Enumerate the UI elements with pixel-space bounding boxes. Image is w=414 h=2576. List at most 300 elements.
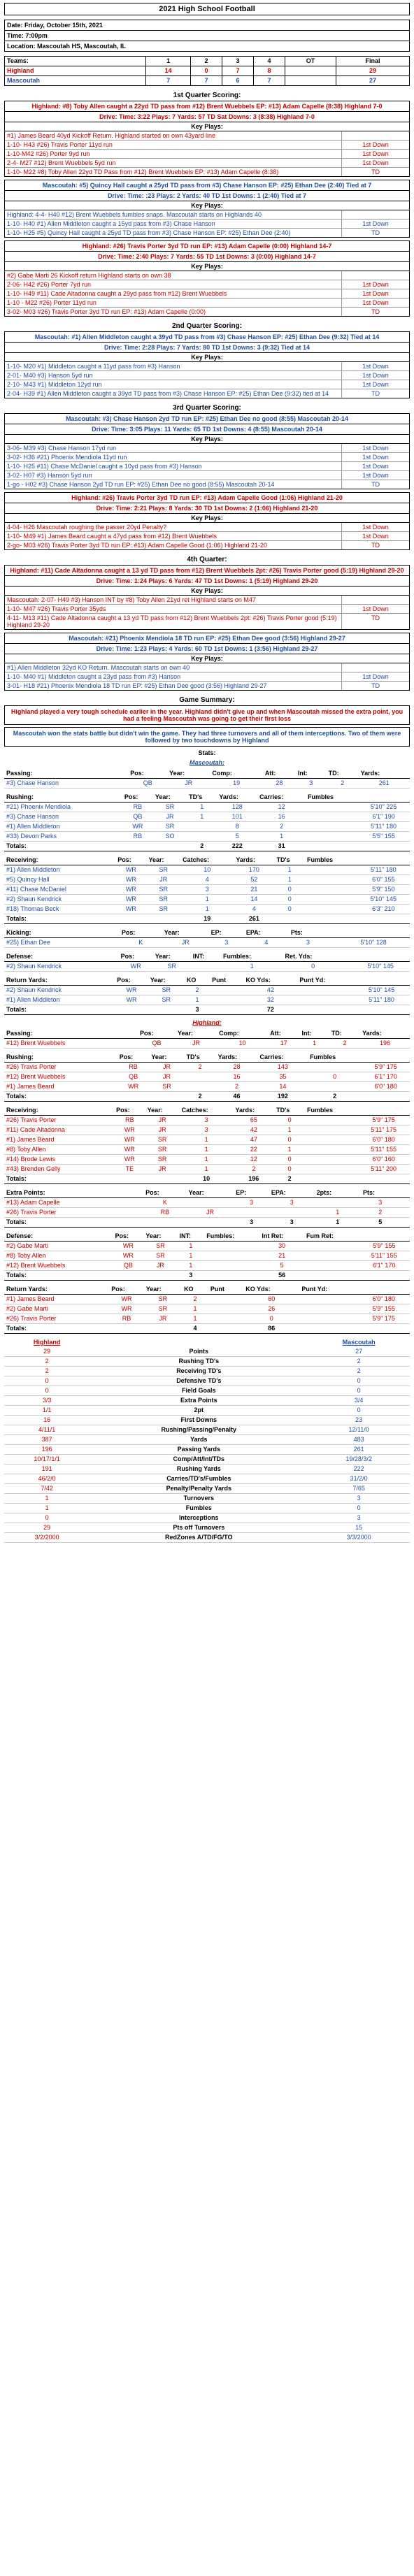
stat-header: TD's bbox=[185, 1053, 216, 1063]
stat-header: Passing: bbox=[4, 769, 128, 779]
stat-cell bbox=[109, 1324, 143, 1334]
stat-header: Pos: bbox=[117, 1053, 150, 1063]
stat-cell: WR bbox=[114, 1125, 145, 1135]
stat-cell: 30 bbox=[259, 1242, 304, 1251]
stat-cell: JR bbox=[176, 1039, 217, 1049]
stat-cell bbox=[297, 995, 353, 1005]
scoring-drive bbox=[4, 240, 410, 317]
stat-cell bbox=[122, 842, 153, 851]
returns-table bbox=[4, 1285, 410, 1334]
stat-cell bbox=[305, 1116, 357, 1125]
stat-cell bbox=[305, 1135, 357, 1145]
drive-summary: Drive: Time: 2:28 Plays: 7 Yards: 80 TD 1st Downs: 3 (9:32) Tied at 14 bbox=[5, 343, 409, 353]
stat-cell: 5'9" 175 bbox=[357, 1314, 410, 1324]
key-play-text: 4-11- M13 #11) Cade Altadonna caught a 13 yd TD pass from #12) Brent Wuebbels 2pt: #26) Travis Porter good (5:19) Highland 29-20 bbox=[7, 614, 337, 628]
comparison-cell: RedZones A/TD/FG/TO bbox=[90, 1533, 308, 1543]
stat-cell: SR bbox=[148, 995, 185, 1005]
stat-cell: 12 bbox=[257, 803, 306, 812]
key-play-text: 3-01- H18 #21) Phoenix Mendiola 18 TD run EP: #25) Ethan Dee good (3:56) Highland 29-27 bbox=[7, 682, 267, 689]
stat-cell: 101 bbox=[217, 812, 257, 822]
stat-cell: 1 bbox=[187, 803, 217, 812]
comparison-cell: 2 bbox=[308, 1357, 410, 1367]
stat-row bbox=[4, 1295, 410, 1304]
stat-cell: #26) Travis Porter bbox=[4, 1116, 114, 1125]
stat-cell bbox=[305, 1165, 357, 1174]
key-play-result: 1st Down bbox=[341, 371, 409, 380]
key-play-row bbox=[5, 210, 409, 220]
stat-cell: Totals: bbox=[4, 914, 115, 924]
stat-cell: 2 bbox=[257, 822, 306, 832]
team-name: Highland bbox=[5, 66, 146, 76]
stat-cell: 3 bbox=[209, 938, 244, 948]
key-play-text: 2-04- H39 #1) Allen Middleton caught a 39yd TD pass from #3) Chase Hanson EP: #25) Ethan Dee (9:32) tied at 14 bbox=[7, 390, 329, 397]
kicking-header bbox=[4, 928, 410, 938]
key-play-row bbox=[5, 614, 409, 629]
stat-cell bbox=[269, 1208, 315, 1218]
stat-cell bbox=[357, 842, 410, 851]
returns-table bbox=[4, 976, 410, 1015]
stat-cell: JR bbox=[162, 938, 209, 948]
stat-cell: 3 bbox=[180, 885, 234, 895]
stat-header: Year: bbox=[148, 976, 185, 986]
stat-cell: #12) Brent Wuebbels bbox=[4, 1261, 113, 1271]
key-play-text: 1-10- M47 #26) Travis Porter 35yds bbox=[7, 605, 106, 612]
scoring-play: Highland: #26) Travis Porter 3yd TD run EP: #13) Adam Capelle Good (1:06) Highland 21-20 bbox=[5, 493, 409, 503]
stat-cell: 0 bbox=[274, 885, 305, 895]
stat-cell: RB bbox=[114, 1116, 145, 1125]
stat-cell: 2 bbox=[187, 842, 217, 851]
stat-cell bbox=[208, 1314, 243, 1324]
passing-table bbox=[4, 769, 410, 789]
key-play-row bbox=[5, 150, 409, 159]
stat-cell: 128 bbox=[217, 803, 257, 812]
key-play-result: 1st Down bbox=[341, 298, 409, 307]
stat-row bbox=[4, 905, 410, 914]
comparison-cell: 3 bbox=[308, 1513, 410, 1523]
stat-cell: 1 bbox=[178, 1251, 205, 1261]
stat-cell bbox=[304, 1261, 358, 1271]
key-play-result bbox=[341, 663, 409, 672]
stat-cell: 6'0" 180 bbox=[362, 1082, 410, 1092]
key-play-row bbox=[5, 271, 409, 280]
stat-cell: #21) Phoenix Mendiola bbox=[4, 803, 122, 812]
comparison-row bbox=[4, 1494, 410, 1504]
stat-cell: 1 bbox=[274, 865, 305, 875]
stat-cell: 1 bbox=[182, 1314, 208, 1324]
stat-header: TD: bbox=[329, 1029, 360, 1039]
comparison-cell: 261 bbox=[308, 1445, 410, 1455]
stat-row bbox=[4, 1314, 410, 1324]
stat-cell: 2 bbox=[185, 1092, 216, 1102]
stat-row bbox=[4, 1304, 410, 1314]
stat-cell: 10 bbox=[180, 865, 234, 875]
key-play-text: 1-go - H02 #3) Chase Hanson 2yd TD run EP: #25) Ethan Dee no good (8:55) Mascoutah 20-14 bbox=[7, 481, 275, 488]
comparison-cell: 2 bbox=[4, 1357, 90, 1367]
stat-cell: WR bbox=[117, 1082, 150, 1092]
stat-header: Pos: bbox=[115, 856, 146, 865]
key-play-result: TD bbox=[341, 168, 409, 176]
key-play-row bbox=[5, 523, 409, 532]
stat-cell bbox=[117, 1092, 150, 1102]
stat-cell: 21 bbox=[259, 1251, 304, 1261]
scoreboard bbox=[4, 56, 410, 86]
stat-header: KO bbox=[182, 1285, 208, 1295]
comparison-row bbox=[4, 1455, 410, 1465]
stat-cell: 46 bbox=[216, 1092, 258, 1102]
scoring-play: Mascoutah: #5) Quincy Hall caught a 25yd TD pass from #3) Chase Hanson EP: #25) Ethan Dee (2:40) Tied at 7 bbox=[5, 180, 409, 191]
stat-cell: #1) James Beard bbox=[4, 1135, 114, 1145]
key-play-result: 1st Down bbox=[341, 150, 409, 158]
stat-cell bbox=[210, 986, 243, 995]
stat-header: EP: bbox=[209, 928, 244, 938]
key-play-text: #1) James Beard 40yd Kickoff Return. Highland started on own 43yard line bbox=[7, 132, 216, 139]
key-plays-label: Key Plays: bbox=[5, 514, 409, 523]
stat-header bbox=[337, 928, 410, 938]
comparison-cell: 387 bbox=[4, 1435, 90, 1445]
stat-cell: SR bbox=[143, 1251, 177, 1261]
stat-cell: 3 bbox=[269, 1198, 315, 1208]
key-play-result: 1st Down bbox=[341, 280, 409, 289]
stat-header: Pos: bbox=[120, 928, 162, 938]
drive-summary: Drive: Time: 2:40 Plays: 7 Yards: 55 TD 1st Downs: 3 (0:00) Highland 14-7 bbox=[5, 252, 409, 262]
stat-cell: 2 bbox=[216, 1082, 258, 1092]
stat-cell: 5'9" 175 bbox=[362, 1063, 410, 1072]
key-play-text: 1-10- H43 #26) Travis Porter 11yd run bbox=[7, 141, 113, 148]
stat-cell: 2 bbox=[308, 1092, 362, 1102]
stat-cell: 4 bbox=[180, 875, 234, 885]
stat-header: 2pts: bbox=[315, 1188, 361, 1198]
key-play-row bbox=[5, 371, 409, 380]
comparison-cell: 3/2/2000 bbox=[4, 1533, 90, 1543]
stat-row bbox=[4, 779, 410, 789]
stat-cell: 56 bbox=[259, 1271, 304, 1281]
game-time: Time: 7:00pm bbox=[5, 31, 409, 41]
stat-cell: 19 bbox=[180, 914, 234, 924]
key-play-result: 1st Down bbox=[341, 471, 409, 480]
stat-header: Return Yards: bbox=[4, 1285, 109, 1295]
stat-cell: 143 bbox=[258, 1063, 308, 1072]
key-play-row bbox=[5, 462, 409, 471]
stat-cell: WR bbox=[115, 905, 146, 914]
stat-header: Year: bbox=[176, 1029, 217, 1039]
key-play-row bbox=[5, 289, 409, 298]
stat-cell: 5'9" 175 bbox=[357, 1116, 410, 1125]
score-header-cell: Final bbox=[336, 57, 410, 66]
stat-cell: 1 bbox=[185, 995, 210, 1005]
quarter-score: 8 bbox=[254, 66, 285, 76]
stat-header: EPA: bbox=[269, 1188, 315, 1198]
key-play-text: 1-10-M42 #26) Porter 9yd run bbox=[7, 150, 90, 157]
key-play-result: 1st Down bbox=[341, 220, 409, 228]
stat-header: Int: bbox=[296, 769, 327, 779]
stat-cell: #3) Chase Hanson bbox=[4, 779, 128, 789]
comparison-cell: 7/42 bbox=[4, 1484, 90, 1494]
stat-cell bbox=[204, 1242, 259, 1251]
key-play-row bbox=[5, 672, 409, 682]
stat-row bbox=[4, 1242, 410, 1251]
stat-row bbox=[4, 1208, 410, 1218]
stat-cell: 5'11" 200 bbox=[357, 1165, 410, 1174]
stat-cell: 5'10" 145 bbox=[357, 895, 410, 905]
stat-cell: 2 bbox=[185, 986, 210, 995]
stat-cell bbox=[204, 1271, 259, 1281]
stat-cell: 6'1" 170 bbox=[362, 1072, 410, 1082]
key-play-text: 1-10- M22 #8) Toby Allen 22yd TD Pass from #12) Brent Wuebbels EP: #13) Adam Capelle (8:38) bbox=[7, 168, 279, 175]
key-play-row bbox=[5, 682, 409, 690]
stat-header bbox=[353, 976, 410, 986]
stat-row bbox=[4, 1261, 410, 1271]
stat-cell: #1) Allen Middleton bbox=[4, 995, 115, 1005]
stat-cell: 42 bbox=[243, 986, 297, 995]
returns-header bbox=[4, 976, 410, 986]
key-play-text: 4-04- H26 Mascoutah roughing the passer 20yd Penalty? bbox=[7, 524, 167, 531]
stat-cell: #5) Quincy Hall bbox=[4, 875, 115, 885]
stat-cell: 0 bbox=[274, 905, 305, 914]
stat-cell: WR bbox=[115, 995, 148, 1005]
comparison-cell: Field Goals bbox=[90, 1386, 308, 1396]
comparison-cell: 1/1 bbox=[4, 1406, 90, 1416]
key-play-text: 3-06- M39 #3) Chase Hanson 17yd run bbox=[7, 445, 117, 452]
stat-cell: SR bbox=[146, 895, 180, 905]
stat-cell: #12) Brent Wuebbels bbox=[4, 1039, 138, 1049]
stat-cell bbox=[145, 1174, 180, 1184]
key-play-result: TD bbox=[341, 541, 409, 549]
rushing-header bbox=[4, 793, 410, 803]
key-play-result: 1st Down bbox=[341, 672, 409, 681]
stat-cell bbox=[304, 1271, 358, 1281]
stat-cell: RB bbox=[122, 832, 153, 842]
stat-cell bbox=[306, 822, 357, 832]
stat-cell: SR bbox=[146, 905, 180, 914]
stat-header: Pos: bbox=[109, 1285, 143, 1295]
comparison-header-cell: Mascoutah bbox=[342, 1339, 376, 1346]
stat-total-row bbox=[4, 1174, 410, 1184]
stat-cell bbox=[187, 832, 217, 842]
key-play-result: 1st Down bbox=[341, 289, 409, 298]
quarter-score: 7 bbox=[191, 76, 222, 86]
stat-header: Fumbles bbox=[308, 1053, 362, 1063]
comparison-cell: 483 bbox=[308, 1435, 410, 1445]
stat-header: Year: bbox=[146, 856, 180, 865]
quarter-score: 7 bbox=[222, 66, 254, 76]
stat-cell: 2 bbox=[274, 1174, 305, 1184]
stat-header: Pts: bbox=[361, 1188, 400, 1198]
stat-header: Year: bbox=[153, 952, 191, 962]
comparison-row bbox=[4, 1386, 410, 1396]
stat-cell bbox=[274, 914, 305, 924]
defense-header bbox=[4, 1232, 410, 1242]
stat-cell: JR bbox=[146, 875, 180, 885]
stat-cell: #1) James Beard bbox=[4, 1295, 109, 1304]
stat-cell: #1) Allen Middleton bbox=[4, 822, 122, 832]
comparison-row bbox=[4, 1513, 410, 1523]
stat-cell: 5'10" 128 bbox=[337, 938, 410, 948]
comparison-row bbox=[4, 1435, 410, 1445]
stat-row bbox=[4, 822, 410, 832]
stat-cell: 192 bbox=[258, 1092, 308, 1102]
stat-header: Pos: bbox=[122, 793, 153, 803]
stat-total-row bbox=[4, 1218, 410, 1228]
stat-header: Carries: bbox=[258, 1053, 308, 1063]
quarter-score: 7 bbox=[146, 76, 191, 86]
stat-cell bbox=[297, 986, 353, 995]
stat-cell: 3 bbox=[178, 1271, 205, 1281]
stat-cell: #33) Devon Parks bbox=[4, 832, 122, 842]
quarter-score: 14 bbox=[146, 66, 191, 76]
stat-header: Fumbles bbox=[306, 793, 357, 803]
key-play-result: TD bbox=[341, 682, 409, 690]
key-play-result: TD bbox=[341, 614, 409, 629]
stat-cell bbox=[308, 1063, 362, 1072]
comparison-cell: Extra Points bbox=[90, 1396, 308, 1406]
stat-header: Year: bbox=[144, 1285, 182, 1295]
comparison-row bbox=[4, 1484, 410, 1494]
stat-header bbox=[357, 856, 410, 865]
stat-cell: #8) Toby Allen bbox=[4, 1145, 114, 1155]
stat-cell: 1 bbox=[180, 1135, 234, 1145]
key-play-result: 1st Down bbox=[341, 453, 409, 461]
stat-cell: 4 bbox=[244, 938, 289, 948]
stat-cell: QB bbox=[138, 1039, 176, 1049]
stat-header: Passing: bbox=[4, 1029, 138, 1039]
overtime-score bbox=[285, 76, 336, 86]
game-location: Location: Mascoutah HS, Mascoutah, IL bbox=[7, 43, 127, 50]
stat-cell bbox=[149, 1092, 184, 1102]
stat-cell: 28 bbox=[216, 1063, 258, 1072]
stat-cell: 1 bbox=[274, 1145, 305, 1155]
stat-cell bbox=[153, 842, 187, 851]
stat-cell: 1 bbox=[315, 1208, 361, 1218]
stat-header: Punt bbox=[210, 976, 243, 986]
comparison-cell: Passing Yards bbox=[90, 1445, 308, 1455]
stat-cell: #26) Travis Porter bbox=[4, 1314, 109, 1324]
stat-cell bbox=[343, 962, 352, 972]
key-play-result: TD bbox=[341, 389, 409, 398]
stat-cell: WR bbox=[114, 1135, 145, 1145]
comparison-row bbox=[4, 1347, 410, 1357]
scoring-play: Highland: #8) Toby Allen caught a 22yd TD pass from #12) Brent Wuebbels EP: #13) Adam Capelle (8:38) Highland 7-0 bbox=[5, 101, 409, 112]
stat-header: Pos: bbox=[138, 1029, 176, 1039]
stat-cell: 6'0" 180 bbox=[357, 1135, 410, 1145]
stat-cell bbox=[191, 962, 221, 972]
stat-cell bbox=[210, 995, 243, 1005]
stat-cell: 4 bbox=[182, 1324, 208, 1334]
stat-cell: 5'10" 145 bbox=[351, 962, 410, 972]
stat-header: Fumbles bbox=[305, 856, 357, 865]
stat-row bbox=[4, 832, 410, 842]
key-plays-label: Key Plays: bbox=[5, 654, 409, 663]
stat-cell: 261 bbox=[359, 779, 410, 789]
quarter-score: 7 bbox=[254, 76, 285, 86]
comparison-cell: Comp/Att/Int/TDs bbox=[90, 1455, 308, 1465]
stat-header: KO bbox=[185, 976, 210, 986]
comparison-cell: Yards bbox=[90, 1435, 308, 1445]
stat-cell bbox=[210, 1005, 243, 1015]
stat-header: Pos: bbox=[143, 1188, 187, 1198]
stat-cell: 1 bbox=[180, 1165, 234, 1174]
stat-cell bbox=[357, 914, 410, 924]
comparison-cell: 0 bbox=[4, 1386, 90, 1396]
stat-header: Rushing: bbox=[4, 1053, 117, 1063]
returns-header bbox=[4, 1285, 410, 1295]
comparison-cell: 3/4 bbox=[308, 1396, 410, 1406]
stat-header: Extra Points: bbox=[4, 1188, 143, 1198]
key-play-text: 2-4- M27 #12) Brent Wuebbels 5yd run bbox=[7, 159, 116, 166]
stat-header: INT: bbox=[191, 952, 221, 962]
scoreboard-row-highland bbox=[5, 66, 410, 76]
comparison-cell: 3/3 bbox=[4, 1396, 90, 1406]
stat-cell: 32 bbox=[243, 995, 297, 1005]
stat-cell: K bbox=[120, 938, 162, 948]
drive-summary: Drive: Time: 3:05 Plays: 11 Yards: 65 TD 1st Downs: 4 (8:55) Mascoutah 20-14 bbox=[5, 424, 409, 435]
stat-header: Pos: bbox=[128, 769, 167, 779]
stat-header: Int Ret: bbox=[259, 1232, 304, 1242]
stat-cell: WR bbox=[114, 1145, 145, 1155]
stat-cell: WR bbox=[115, 885, 146, 895]
stat-cell: SR bbox=[153, 822, 187, 832]
stat-cell bbox=[306, 803, 357, 812]
key-play-result: TD bbox=[341, 229, 409, 237]
stat-cell: 2 bbox=[234, 1165, 275, 1174]
passing-header bbox=[4, 769, 410, 779]
stat-header: Year: bbox=[167, 769, 210, 779]
key-play-row bbox=[5, 471, 409, 480]
stat-cell: 2 bbox=[361, 1208, 400, 1218]
stat-cell: 31 bbox=[257, 842, 306, 851]
stat-header bbox=[357, 1106, 410, 1116]
key-play-row bbox=[5, 280, 409, 289]
drive-summary: Drive: Time: 3:22 Plays: 7 Yards: 57 TD Sat Downs: 3 (8:38) Highland 7-0 bbox=[5, 112, 409, 122]
stat-header: Kicking: bbox=[4, 928, 120, 938]
stat-cell: 72 bbox=[243, 1005, 297, 1015]
key-play-row bbox=[5, 362, 409, 371]
stat-cell: #25) Ethan Dee bbox=[4, 938, 120, 948]
stat-cell: QB bbox=[117, 1072, 150, 1082]
stat-row bbox=[4, 875, 410, 885]
stat-cell bbox=[304, 1251, 358, 1261]
stat-cell: 1 bbox=[180, 905, 234, 914]
comparison-cell: Rushing TD's bbox=[90, 1357, 308, 1367]
stat-header: Catches: bbox=[180, 856, 234, 865]
stat-cell: 42 bbox=[234, 1125, 275, 1135]
stat-cell bbox=[399, 1198, 410, 1208]
stat-cell: SR bbox=[148, 986, 185, 995]
comparison-cell: 31/2/0 bbox=[308, 1474, 410, 1484]
stat-cell: QB bbox=[122, 812, 153, 822]
scoring-drive bbox=[4, 101, 410, 177]
comparison-cell: 3 bbox=[308, 1494, 410, 1504]
stat-cell: 86 bbox=[243, 1324, 299, 1334]
scoring-summary bbox=[4, 92, 410, 691]
stat-cell: Totals: bbox=[4, 1324, 109, 1334]
key-play-text: 1-10- M49 #1) James Beard caught a 47yd pass from #12) Brent Wuebbels bbox=[7, 533, 217, 540]
stat-cell bbox=[204, 1261, 259, 1271]
stat-cell bbox=[299, 1304, 357, 1314]
game-info bbox=[4, 20, 410, 52]
stat-header bbox=[362, 1053, 410, 1063]
stat-header: Yards: bbox=[360, 1029, 410, 1039]
stat-cell: RB bbox=[117, 1063, 150, 1072]
comparison-cell: 196 bbox=[4, 1445, 90, 1455]
stat-cell bbox=[305, 865, 357, 875]
quarter-title: 3rd Quarter Scoring: bbox=[173, 404, 241, 412]
key-play-row bbox=[5, 389, 409, 398]
stat-header: Comp: bbox=[217, 1029, 268, 1039]
stat-header: Punt bbox=[208, 1285, 243, 1295]
comparison-cell: Penalty/Penalty Yards bbox=[90, 1484, 308, 1494]
stat-cell bbox=[185, 1072, 216, 1082]
stat-cell: Totals: bbox=[4, 1092, 117, 1102]
